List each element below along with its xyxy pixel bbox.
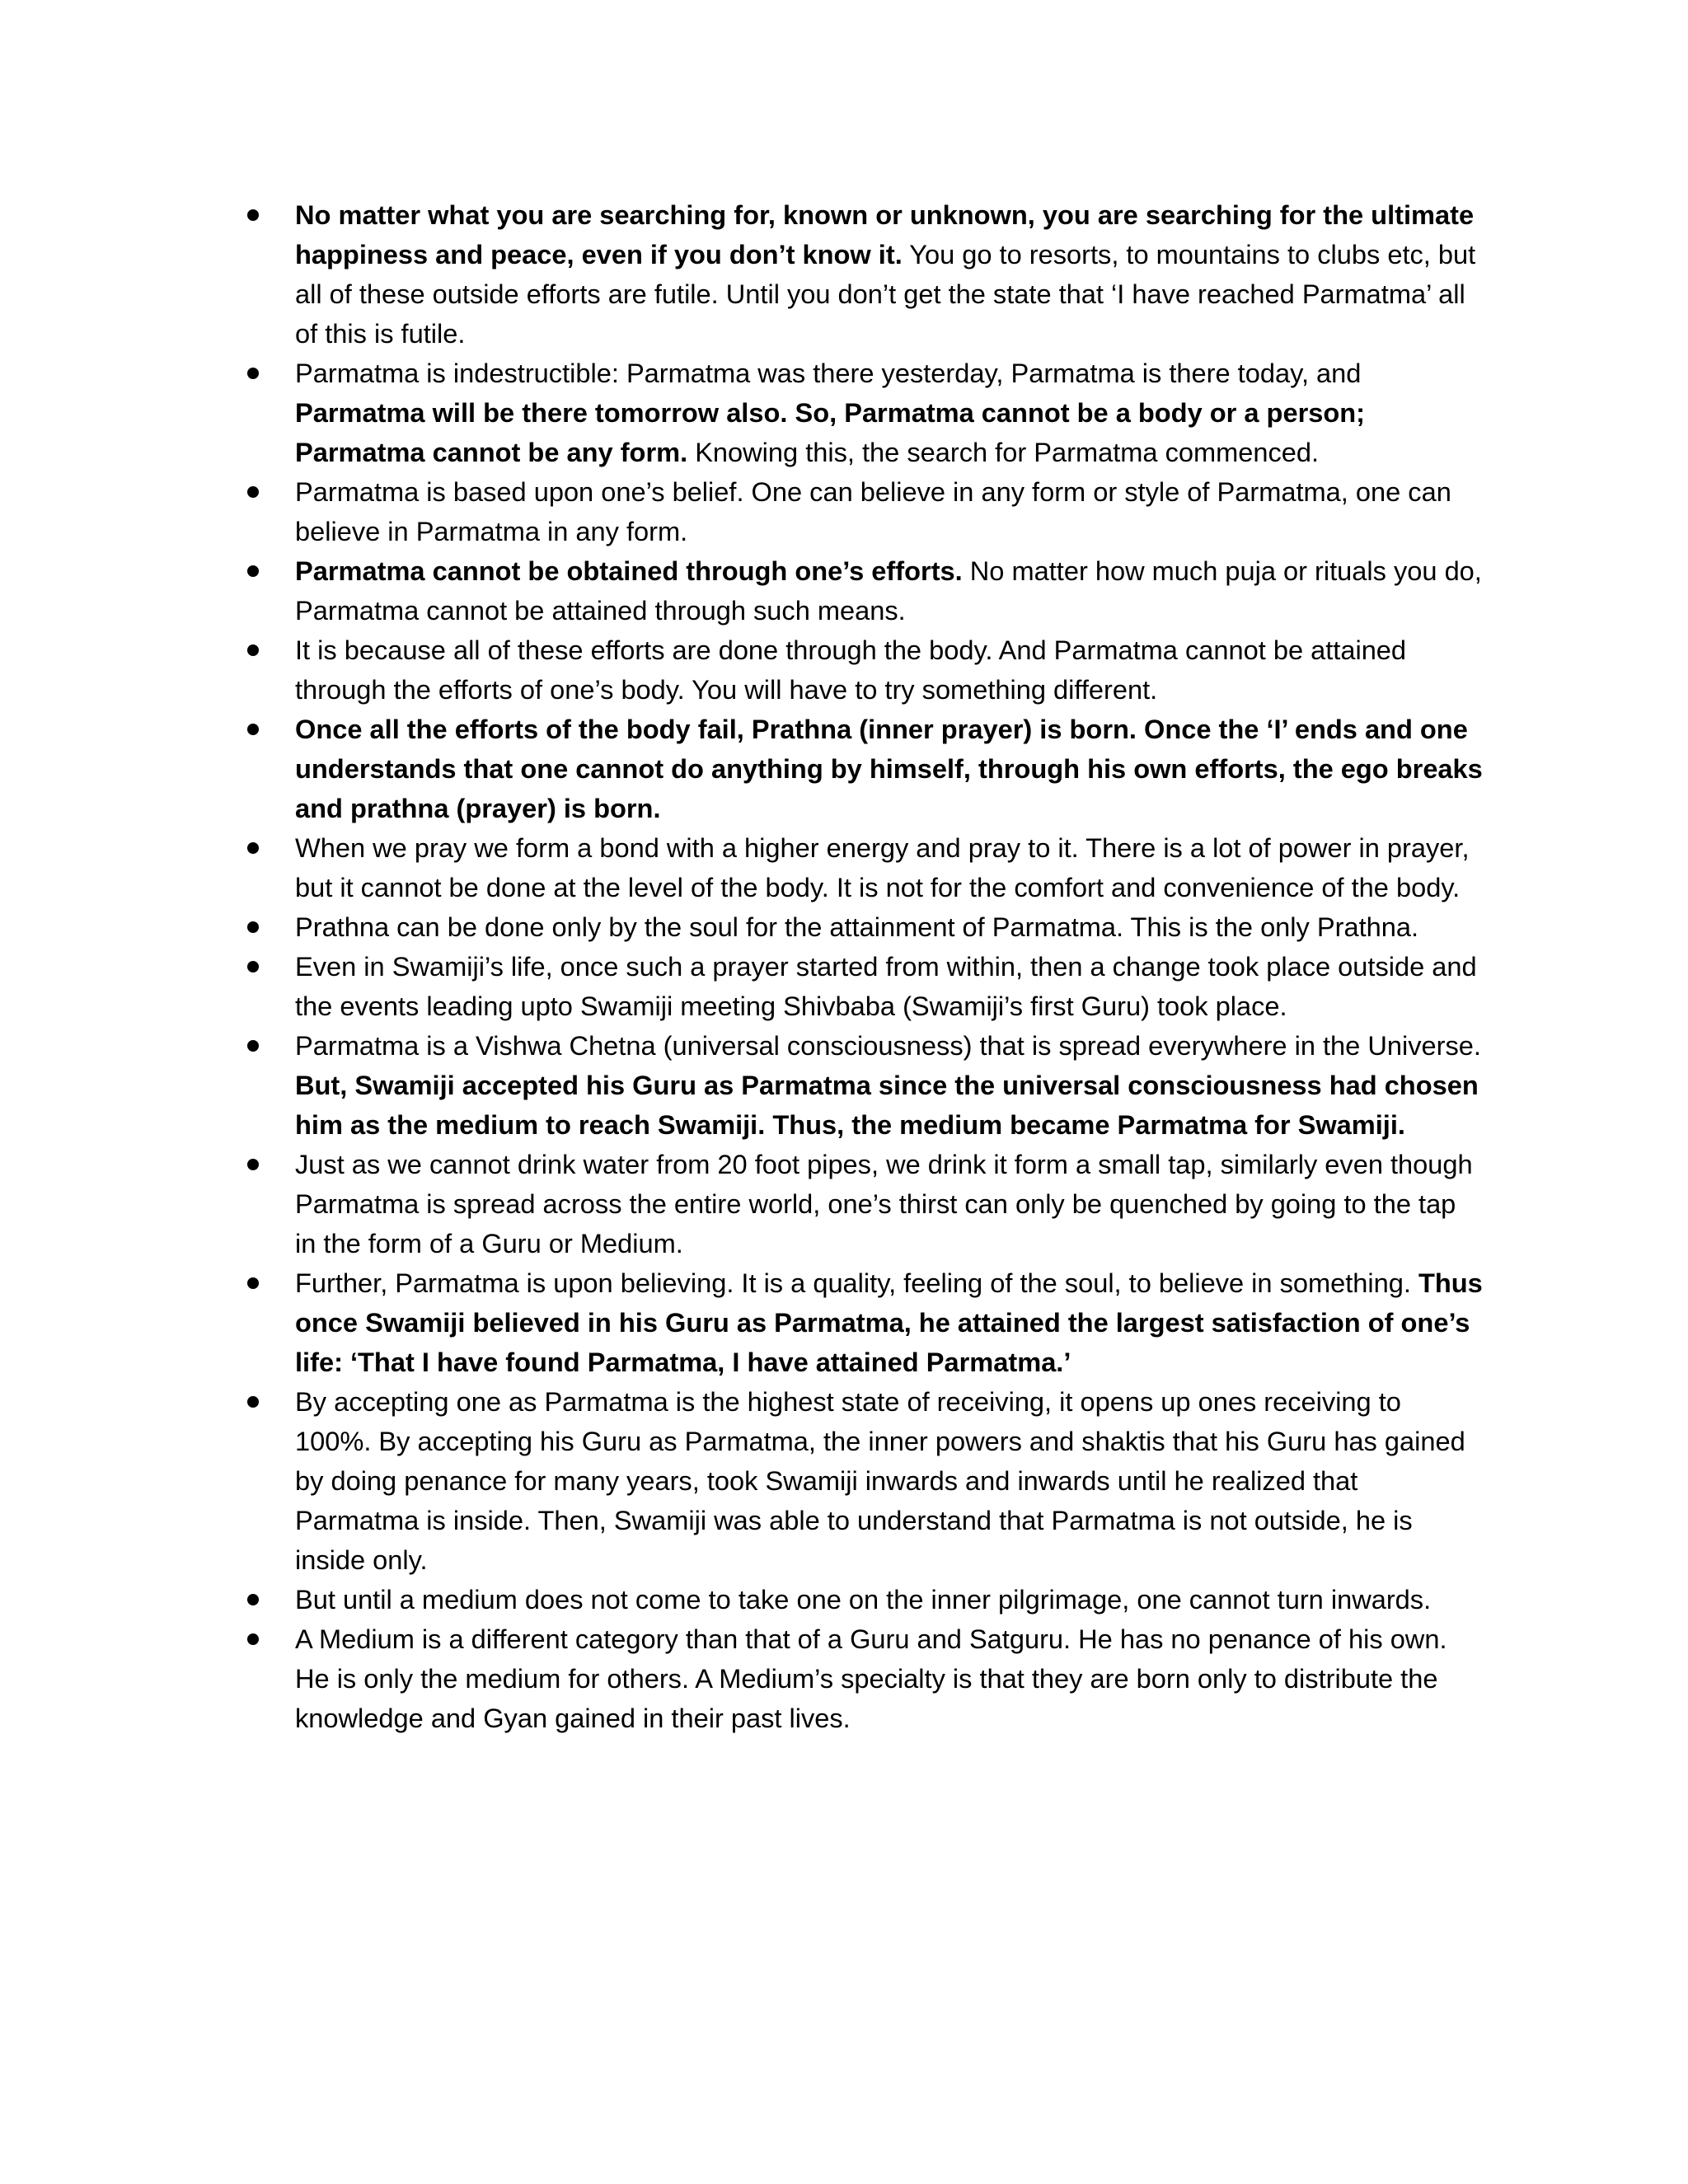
bullet-item-13 <box>247 1382 1484 1580</box>
bullet-icon <box>247 209 259 221</box>
bullet-icon <box>247 368 259 379</box>
body-text: When we pray we form a bond with a higher energy and pray to it. There is a lot of power in prayer, but it cannot be done at the level of the body. It is not for the comfort and convenience of the body. <box>295 832 1470 902</box>
bullet-icon <box>247 1594 259 1605</box>
bold-text: But, Swamiji accepted his Guru as Parmatma since the universal consciousness had chosen him as the medium to reach Swamiji. Thus, the medium became Parmatma for Swamiji. <box>295 1070 1479 1140</box>
bullet-item-8 <box>247 907 1484 947</box>
body-text: Further, Parmatma is upon believing. It is a quality, feeling of the soul, to believe in something. <box>295 1268 1418 1298</box>
bullet-icon <box>247 1633 259 1645</box>
bullet-item-5 <box>247 630 1484 710</box>
bullet-icon <box>247 1277 259 1289</box>
bullet-icon <box>247 961 259 972</box>
body-text: But until a medium does not come to take one on the inner pilgrimage, one cannot turn inwards. <box>295 1584 1432 1615</box>
bullet-icon <box>247 1396 259 1408</box>
bullet-list <box>247 195 1484 1738</box>
body-text: Parmatma is based upon one’s belief. One can believe in any form or style of Parmatma, one can believe in Parmatma in any form. <box>295 476 1451 546</box>
bullet-icon <box>247 644 259 656</box>
body-text: Parmatma is indestructible: Parmatma was there yesterday, Parmatma is there today, and <box>295 358 1362 388</box>
bullet-item-15 <box>247 1619 1484 1738</box>
bullet-item-12 <box>247 1263 1484 1382</box>
bullet-icon <box>247 486 259 498</box>
bullet-item-11 <box>247 1145 1484 1263</box>
bold-text: Once all the efforts of the body fail, Prathna (inner prayer) is born. Once the ‘I’ ends and one understands that one cannot do anything by himself, through his own efforts, the ego breaks and prathna (prayer) is born. <box>295 714 1483 823</box>
body-text: By accepting one as Parmatma is the highest state of receiving, it opens up ones receiving to 100%. By accepting his Guru as Parmatma, the inner powers and shaktis that his Guru has gained by doing penance for many years, took Swamiji inwards and inwards until he realized that Parmatma is inside. Then, Swamiji was able to understand that Parmatma is not outside, he is inside only. <box>295 1386 1465 1575</box>
body-text: You go to resorts, to mountains to clubs etc, but all of these outside efforts are futile. Until you don’t get the state that ‘I have reached Parmatma’ all of this is futile. <box>295 239 1476 349</box>
body-text: It is because all of these efforts are done through the body. And Parmatma cannot be attained through the efforts of one’s body. You will have to try something different. <box>295 635 1407 705</box>
bold-text: No matter what you are searching for, known or unknown, you are searching for the ultimate happiness and peace, even if you don’t know it. <box>295 199 1475 269</box>
body-text: Even in Swamiji’s life, once such a prayer started from within, then a change took place outside and the events leading upto Swamiji meeting Shivbaba (Swamiji’s first Guru) took place. <box>295 951 1477 1021</box>
body-text: Prathna can be done only by the soul for the attainment of Parmatma. This is the only Prathna. <box>295 912 1419 942</box>
bullet-icon <box>247 921 259 933</box>
body-text: A Medium is a different category than that of a Guru and Satguru. He has no penance of his own. He is only the medium for others. A Medium’s specialty is that they are born only to distribute the knowledge and Gyan gained in their past lives. <box>295 1624 1447 1733</box>
bold-text: Parmatma cannot be obtained through one’s efforts. <box>295 555 963 586</box>
bullet-item-7 <box>247 828 1484 907</box>
bullet-icon <box>247 724 259 735</box>
bullet-item-10 <box>247 1026 1484 1145</box>
body-text: Parmatma is a Vishwa Chetna (universal consciousness) that is spread everywhere in the Universe. <box>295 1030 1481 1061</box>
bullet-icon <box>247 565 259 577</box>
bullet-item-2 <box>247 354 1484 472</box>
bullet-item-14 <box>247 1580 1484 1619</box>
bullet-icon <box>247 1159 259 1170</box>
bullet-item-4 <box>247 551 1484 630</box>
bold-text: Parmatma will be there tomorrow also. So, Parmatma cannot be a body or a person; Parmatma cannot be any form. <box>295 397 1366 467</box>
bullet-item-3 <box>247 472 1484 551</box>
bullet-icon <box>247 1040 259 1052</box>
body-text: Knowing this, the search for Parmatma commenced. <box>687 437 1320 467</box>
body-text: Just as we cannot drink water from 20 foot pipes, we drink it form a small tap, similarly even though Parmatma is spread across the entire world, one’s thirst can only be quenched by going to the tap in the form of a Guru or Medium. <box>295 1149 1473 1258</box>
bullet-item-1 <box>247 195 1484 354</box>
bullet-item-6 <box>247 710 1484 828</box>
bold-text: Thus once Swamiji believed in his Guru as Parmatma, he attained the largest satisfaction of one’s life: ‘That I have found Parmatma, I have attained Parmatma.’ <box>295 1268 1483 1377</box>
bullet-item-9 <box>247 947 1484 1026</box>
body-text: No matter how much puja or rituals you do, Parmatma cannot be attained through such means. <box>295 555 1482 626</box>
bullet-icon <box>247 842 259 854</box>
